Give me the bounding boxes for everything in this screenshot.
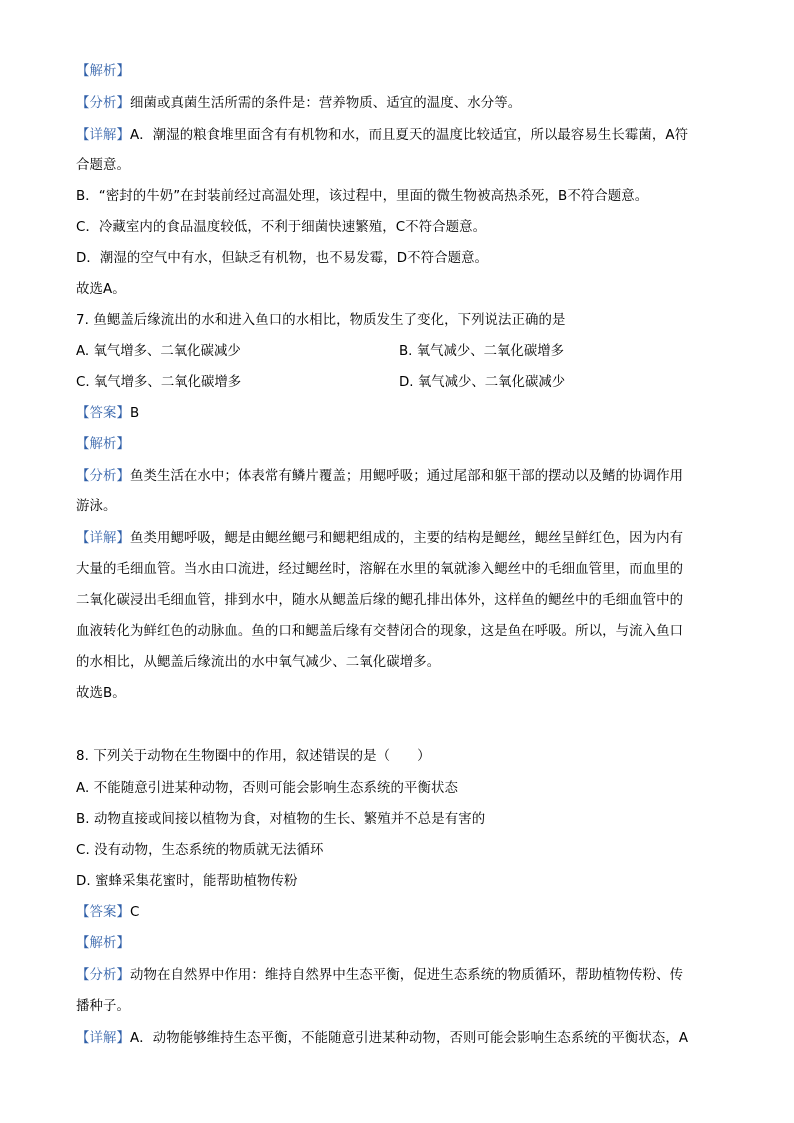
- explanation-d: D．潮湿的空气中有水，但缺乏有机物，也不易发霉，D不符合题意。: [76, 251, 489, 266]
- q8-fenxi-continuation: 播种子。: [76, 999, 130, 1014]
- q7-xiangjie-line: [76, 529, 716, 549]
- xiangjie-text: A．潮湿的粮食堆里面含有有机物和水，而且夏天的温度比较适宜，所以最容易生长霉菌，A符: [129, 128, 689, 143]
- analysis-xiangjie-line: [76, 126, 716, 146]
- q7-option-d: D. 氧气减少、二氧化碳减少: [399, 375, 566, 390]
- q7-answer-line: [76, 404, 716, 424]
- explanation-c: C．冷藏室内的食品温度较低，不利于细菌快速繁殖，C不符合题意。: [76, 220, 487, 235]
- xiangjie-tag: 【详解】: [76, 531, 130, 546]
- fenxi-tag: 【分析】: [76, 96, 130, 111]
- q8-fenxi-line: [76, 966, 716, 986]
- q7-xiangjie-line-2: 大量的毛细血管。当水由口流进，经过鳃丝时，溶解在水里的氧就渗入鳃丝中的毛细血管里，而血里的: [76, 562, 684, 577]
- q8-answer-line: [76, 903, 716, 923]
- explanation-b: B．“密封的牛奶”在封装前经过高温处理，该过程中，里面的微生物被高热杀死，B不符合题意。: [76, 189, 649, 204]
- xiangjie-tag: 【详解】: [76, 1031, 130, 1046]
- q7-answer: B: [129, 406, 140, 421]
- q8-option-c: C. 没有动物，生态系统的物质就无法循环: [76, 843, 324, 858]
- q7-fenxi-line: [76, 467, 716, 487]
- q7-option-b: B. 氧气减少、二氧化碳增多: [399, 344, 564, 359]
- question-7: 7. 鱼鳃盖后缘流出的水和进入鱼口的水相比，物质发生了变化，下列说法正确的是: [76, 313, 566, 328]
- q8-answer: C: [129, 905, 140, 920]
- q7-fenxi-text: 鱼类生活在水中；体表常有鳞片覆盖；用鳃呼吸；通过尾部和躯干部的摆动以及鳍的协调作用: [129, 469, 684, 484]
- q7-conclusion: 故选B。: [76, 686, 126, 701]
- q8-xiangjie-line: [76, 1029, 716, 1049]
- q7-option-c: C. 氧气增多、二氧化碳增多: [76, 375, 242, 390]
- q7-fenxi-continuation: 游泳。: [76, 499, 117, 514]
- q7-xiangjie-text: 鱼类用鳃呼吸，鳃是由鳃丝鳃弓和鳃耙组成的，主要的结构是鳃丝，鳃丝呈鲜红色，因为内有: [129, 531, 684, 546]
- analysis-heading: 【解析】: [76, 64, 130, 79]
- answer-tag: 【答案】: [76, 406, 130, 421]
- conclusion: 故选A。: [76, 282, 126, 297]
- q7-analysis-heading: 【解析】: [76, 437, 130, 452]
- question-8: 8. 下列关于动物在生物圈中的作用，叙述错误的是（ ）: [76, 749, 431, 764]
- q7-option-a: A. 氧气增多、二氧化碳减少: [76, 344, 241, 359]
- q8-xiangjie-text: A．动物能够维持生态平衡，不能随意引进某种动物，否则可能会影响生态系统的平衡状态，A: [129, 1031, 689, 1046]
- q7-xiangjie-line-5: 的水相比，从鳃盖后缘流出的水中氧气减少、二氧化碳增多。: [76, 655, 441, 670]
- xiangjie-tag: 【详解】: [76, 128, 130, 143]
- analysis-fenxi-line: [76, 94, 716, 114]
- fenxi-tag: 【分析】: [76, 469, 130, 484]
- xiangjie-continuation: 合题意。: [76, 158, 130, 173]
- q8-fenxi-text: 动物在自然界中作用：维持自然界中生态平衡，促进生态系统的物质循环，帮助植物传粉、传: [129, 968, 684, 983]
- q8-option-a: A. 不能随意引进某种动物，否则可能会影响生态系统的平衡状态: [76, 781, 458, 796]
- fenxi-tag: 【分析】: [76, 968, 130, 983]
- fenxi-text: 细菌或真菌生活所需的条件是：营养物质、适宜的温度、水分等。: [129, 96, 522, 111]
- q8-option-d: D. 蜜蜂采集花蜜时，能帮助植物传粉: [76, 874, 298, 889]
- q7-xiangjie-line-4: 血液转化为鲜红色的动脉血。鱼的口和鳃盖后缘有交替闭合的现象，这是鱼在呼吸。所以，与流入鱼口: [76, 624, 684, 639]
- q8-analysis-heading: 【解析】: [76, 936, 130, 951]
- q8-option-b: B. 动物直接或间接以植物为食，对植物的生长、繁殖并不总是有害的: [76, 812, 486, 827]
- q7-xiangjie-line-3: 二氧化碳浸出毛细血管，排到水中，随水从鳃盖后缘的鳃孔排出体外，这样鱼的鳃丝中的毛细血管中的: [76, 593, 684, 608]
- answer-tag: 【答案】: [76, 905, 130, 920]
